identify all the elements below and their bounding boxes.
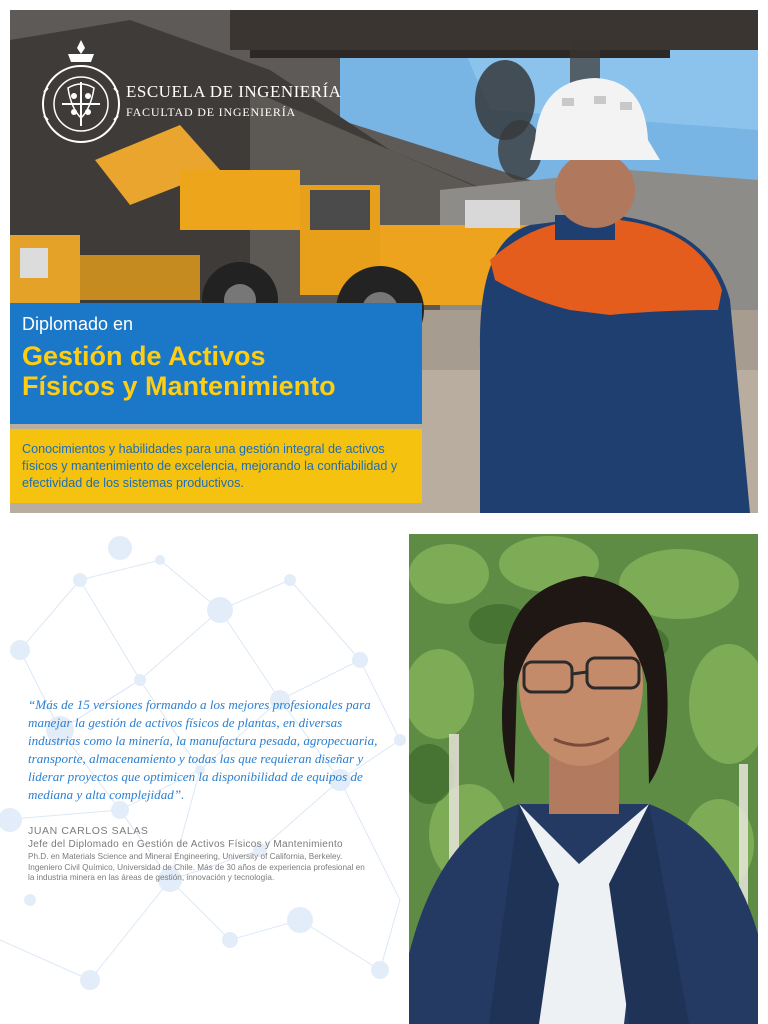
testimonial-quote: “Más de 15 versiones formando a los mejores profesionales para manejar la gestión de activos físicos de plantas, en diversas industrias como la minería, la manufactura pesada, agropecuaria, transporte, almacenamiento y todas las que requieran diseñar y liderar proyectos que optimicen la disponibilidad de equipos de mediana y alta complejidad”. xyxy=(28,697,378,802)
hero-banner xyxy=(10,10,758,513)
author-name: JUAN CARLOS SALAS xyxy=(28,825,149,837)
program-title-line2: Físicos y Mantenimiento xyxy=(22,371,336,401)
author-role: Jefe del Diplomado en Gestión de Activos Físicos y Mantenimiento xyxy=(28,839,343,850)
testimonial-author xyxy=(28,824,373,884)
program-description-band xyxy=(10,429,422,503)
faculty-name: FACULTAD DE INGENIERÍA xyxy=(126,105,296,119)
author-bio: Ph.D. en Materials Science and Mineral Engineering, University of California, Berkeley. Ingeniero Civil Químico, Universidad de Chile. Más de 30 años de experiencia profesional en la industria minera en las áreas de gestión, innovación y tecnología. xyxy=(28,852,365,882)
program-pretitle: Diplomado en xyxy=(22,314,134,334)
university-seal-logo xyxy=(38,36,124,148)
program-title-line1: Gestión de Activos xyxy=(22,341,266,371)
school-heading xyxy=(126,82,341,120)
school-name: ESCUELA DE INGENIERÍA xyxy=(126,82,342,101)
author-portrait-photo xyxy=(409,534,758,1024)
program-description: Conocimientos y habilidades para una gestión integral de activos físicos y mantenimiento de excelencia, mejorando la confiabilidad y efectividad de los sistemas productivos. xyxy=(22,442,398,490)
program-title-band xyxy=(10,303,422,424)
